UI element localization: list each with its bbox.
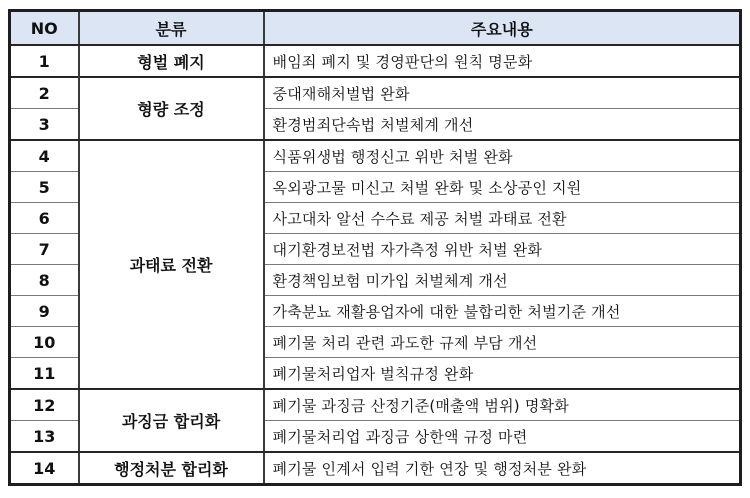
content-cell: 폐기물 인계서 입력 기한 연장 및 행정처분 완화	[264, 452, 741, 485]
category-cell: 과태료 전환	[79, 140, 264, 389]
regulation-table	[8, 9, 742, 486]
row-number: 13	[10, 421, 79, 453]
table-row	[10, 140, 741, 172]
content-cell: 가축분뇨 재활용업자에 대한 불합리한 처벌기준 개선	[264, 296, 741, 327]
row-number: 5	[10, 172, 79, 203]
category-cell: 과징금 합리화	[79, 389, 264, 452]
row-number: 1	[10, 45, 79, 77]
header-no: NO	[10, 11, 79, 46]
content-cell: 식품위생법 행정신고 위반 처벌 완화	[264, 140, 741, 172]
content-cell: 중대재해처벌법 완화	[264, 77, 741, 109]
row-number: 12	[10, 389, 79, 421]
row-number: 11	[10, 358, 79, 390]
content-cell: 옥외광고물 미신고 처벌 완화 및 소상공인 지원	[264, 172, 741, 203]
content-cell: 배임죄 폐지 및 경영판단의 원칙 명문화	[264, 45, 741, 77]
row-number: 7	[10, 234, 79, 265]
content-cell: 사고대차 알선 수수료 제공 처벌 과태료 전환	[264, 203, 741, 234]
row-number: 9	[10, 296, 79, 327]
row-number: 8	[10, 265, 79, 296]
row-number: 6	[10, 203, 79, 234]
row-number: 3	[10, 109, 79, 141]
content-cell: 환경범죄단속법 처벌체계 개선	[264, 109, 741, 141]
category-cell: 형벌 폐지	[79, 45, 264, 77]
content-cell: 폐기물처리업자 벌칙규정 완화	[264, 358, 741, 390]
category-cell: 형량 조정	[79, 77, 264, 140]
header-category: 분류	[79, 11, 264, 46]
table-row	[10, 452, 741, 485]
content-cell: 대기환경보전법 자가측정 위반 처벌 완화	[264, 234, 741, 265]
table-row	[10, 45, 741, 77]
table-row	[10, 389, 741, 421]
category-cell: 행정처분 합리화	[79, 452, 264, 485]
table-row	[10, 77, 741, 109]
content-cell: 폐기물 과징금 산정기준(매출액 범위) 명확화	[264, 389, 741, 421]
row-number: 4	[10, 140, 79, 172]
row-number: 14	[10, 452, 79, 485]
header-content: 주요내용	[264, 11, 741, 46]
content-cell: 폐기물처리업 과징금 상한액 규정 마련	[264, 421, 741, 453]
row-number: 2	[10, 77, 79, 109]
header-row	[10, 11, 741, 46]
content-cell: 환경책임보험 미가입 처벌체계 개선	[264, 265, 741, 296]
content-cell: 폐기물 처리 관련 과도한 규제 부담 개선	[264, 327, 741, 358]
row-number: 10	[10, 327, 79, 358]
